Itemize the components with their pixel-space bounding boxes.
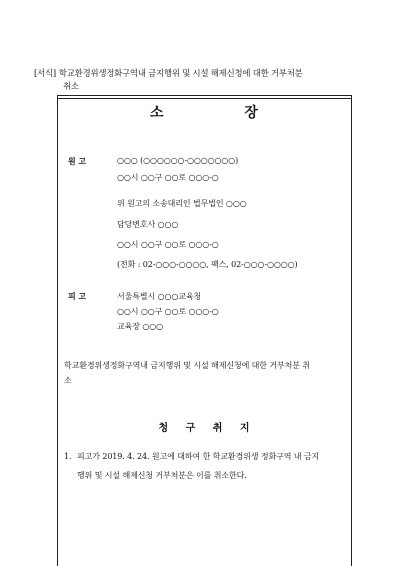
plaintiff-representative: 위 원고의 소송대리인 법무법인 ○○○ [117,199,247,208]
double-rule [57,98,351,99]
defendant-label: 피 고 [68,291,86,301]
claim-text-line-1: 피고가 2019. 4. 24. 원고에 대하여 한 학교환경위생 정화구역 내 금지 [77,452,320,461]
header-line-1 [34,67,364,80]
document-title: 소 장 [150,105,296,121]
case-name-line-1: 학교환경위생정화구역내 금지행위 및 시설 해제신청에 대한 거부처분 취 [64,361,310,370]
defendant-name: 서울특별시 ○○○교육청 [117,292,202,301]
claim-number: 1. [64,452,72,461]
case-name-line-2: 소 [64,376,72,385]
defendant-address: ○○시 ○○구 ○○로 ○○○-○ [117,307,219,316]
header-title: 학교환경위생정화구역내 금지행위 및 시설 해제신청에 대한 거부처분 [58,68,303,78]
form-box [57,95,352,566]
header-line-2: 취소 [63,81,79,91]
representative-contact: (전화 : 02-○○○-○○○○, 팩스, 02-○○○-○○○○) [117,260,298,269]
claim-item [77,447,319,485]
plaintiff-address: ○○시 ○○구 ○○로 ○○○-○ [117,173,219,182]
form-tag: [서식] [34,68,56,78]
representative-address: ○○시 ○○구 ○○로 ○○○-○ [117,240,219,249]
claim-section-title: 청 구 취 지 [158,423,257,434]
plaintiff-attorney: 담당변호사 ○○○ [117,220,179,229]
plaintiff-label: 원 고 [68,156,86,166]
defendant-head: 교육장 ○○○ [117,322,163,331]
document-header [34,67,364,93]
plaintiff-name: ○○○ (○○○○○○-○○○○○○○) [117,156,239,165]
claim-text-line-2: 행위 및 시설 해제신청 거부처분은 이를 취소한다. [77,471,247,480]
